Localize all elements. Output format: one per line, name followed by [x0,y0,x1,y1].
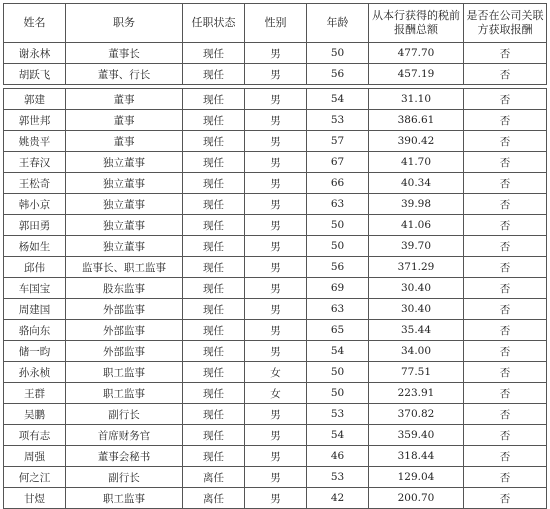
cell-related: 否 [464,110,547,131]
cell-status: 现任 [183,215,245,236]
cell-pay: 386.61 [369,110,464,131]
cell-gender: 男 [245,425,307,446]
cell-age: 56 [307,257,369,278]
cell-position: 监事长、职工监事 [66,257,183,278]
cell-age: 54 [307,89,369,110]
cell-gender: 女 [245,362,307,383]
table-body [4,43,547,509]
cell-position: 首席财务官 [66,425,183,446]
cell-age: 50 [307,383,369,404]
cell-gender: 男 [245,446,307,467]
cell-status: 离任 [183,488,245,509]
cell-status: 现任 [183,320,245,341]
cell-pay: 30.40 [369,278,464,299]
cell-status: 现任 [183,341,245,362]
cell-gender: 男 [245,278,307,299]
cell-position: 职工监事 [66,362,183,383]
cell-pay: 129.04 [369,467,464,488]
cell-pay: 39.70 [369,236,464,257]
table-row [4,467,547,488]
cell-related: 否 [464,467,547,488]
cell-age: 67 [307,152,369,173]
cell-position: 职工监事 [66,383,183,404]
cell-age: 53 [307,404,369,425]
cell-gender: 男 [245,131,307,152]
cell-related: 否 [464,64,547,85]
table-row [4,64,547,85]
cell-position: 独立董事 [66,152,183,173]
cell-position: 职工监事 [66,488,183,509]
cell-position: 外部监事 [66,299,183,320]
cell-gender: 男 [245,110,307,131]
cell-pay: 390.42 [369,131,464,152]
cell-related: 否 [464,194,547,215]
table-row [4,173,547,194]
header-gender: 性别 [245,4,307,43]
cell-related: 否 [464,320,547,341]
cell-pay: 223.91 [369,383,464,404]
cell-position: 股东监事 [66,278,183,299]
cell-name: 王春汉 [4,152,66,173]
cell-gender: 男 [245,89,307,110]
cell-name: 王松奇 [4,173,66,194]
cell-pay: 31.10 [369,89,464,110]
cell-name: 杨如生 [4,236,66,257]
cell-gender: 男 [245,64,307,85]
cell-related: 否 [464,43,547,64]
table-row [4,257,547,278]
cell-name: 骆向东 [4,320,66,341]
cell-position: 董事长 [66,43,183,64]
cell-status: 现任 [183,404,245,425]
cell-gender: 男 [245,152,307,173]
cell-related: 否 [464,446,547,467]
cell-related: 否 [464,278,547,299]
cell-age: 50 [307,43,369,64]
cell-name: 王群 [4,383,66,404]
cell-gender: 男 [245,43,307,64]
cell-status: 现任 [183,131,245,152]
cell-status: 现任 [183,110,245,131]
cell-related: 否 [464,299,547,320]
table-row [4,362,547,383]
cell-position: 独立董事 [66,215,183,236]
cell-pay: 30.40 [369,299,464,320]
compensation-table [3,3,547,509]
cell-related: 否 [464,383,547,404]
cell-related: 否 [464,425,547,446]
cell-position: 独立董事 [66,173,183,194]
cell-name: 胡跃飞 [4,64,66,85]
cell-pay: 40.34 [369,173,464,194]
cell-position: 董事 [66,89,183,110]
cell-gender: 男 [245,467,307,488]
cell-name: 车国宝 [4,278,66,299]
cell-gender: 男 [245,194,307,215]
cell-pay: 318.44 [369,446,464,467]
cell-related: 否 [464,131,547,152]
cell-position: 董事 [66,131,183,152]
cell-name: 韩小京 [4,194,66,215]
cell-pay: 370.82 [369,404,464,425]
header-row [4,4,547,43]
cell-related: 否 [464,173,547,194]
cell-status: 现任 [183,173,245,194]
cell-pay: 34.00 [369,341,464,362]
cell-name: 孙永桢 [4,362,66,383]
cell-name: 郭世邦 [4,110,66,131]
cell-age: 54 [307,341,369,362]
cell-age: 50 [307,362,369,383]
cell-gender: 男 [245,488,307,509]
header-pay: 从本行获得的税前报酬总额 [369,4,464,43]
table-row [4,383,547,404]
table-row [4,152,547,173]
table-row [4,320,547,341]
cell-age: 54 [307,425,369,446]
cell-pay: 39.98 [369,194,464,215]
cell-gender: 男 [245,257,307,278]
cell-pay: 77.51 [369,362,464,383]
table-row [4,404,547,425]
cell-age: 63 [307,299,369,320]
cell-name: 邱伟 [4,257,66,278]
table-row [4,110,547,131]
cell-gender: 男 [245,341,307,362]
cell-status: 离任 [183,467,245,488]
cell-gender: 女 [245,383,307,404]
cell-gender: 男 [245,404,307,425]
cell-name: 吴鹏 [4,404,66,425]
cell-pay: 477.70 [369,43,464,64]
table-row [4,89,547,110]
cell-name: 何之江 [4,467,66,488]
table-row [4,299,547,320]
cell-name: 项有志 [4,425,66,446]
cell-age: 42 [307,488,369,509]
cell-status: 现任 [183,43,245,64]
cell-related: 否 [464,488,547,509]
cell-position: 董事会秘书 [66,446,183,467]
cell-age: 57 [307,131,369,152]
cell-name: 郭建 [4,89,66,110]
table-row [4,278,547,299]
header-age: 年龄 [307,4,369,43]
table-row [4,215,547,236]
cell-related: 否 [464,215,547,236]
cell-status: 现任 [183,194,245,215]
cell-status: 现任 [183,64,245,85]
cell-status: 现任 [183,383,245,404]
table-row [4,194,547,215]
cell-name: 姚贵平 [4,131,66,152]
cell-related: 否 [464,89,547,110]
cell-pay: 41.70 [369,152,464,173]
cell-status: 现任 [183,362,245,383]
table-row [4,446,547,467]
cell-pay: 457.19 [369,64,464,85]
cell-pay: 200.70 [369,488,464,509]
cell-gender: 男 [245,236,307,257]
cell-gender: 男 [245,299,307,320]
cell-age: 56 [307,64,369,85]
cell-position: 独立董事 [66,194,183,215]
header-status: 任职状态 [183,4,245,43]
cell-age: 46 [307,446,369,467]
cell-related: 否 [464,341,547,362]
cell-name: 周建国 [4,299,66,320]
cell-position: 外部监事 [66,320,183,341]
cell-name: 郭田勇 [4,215,66,236]
cell-pay: 35.44 [369,320,464,341]
cell-age: 50 [307,236,369,257]
cell-status: 现任 [183,89,245,110]
cell-related: 否 [464,257,547,278]
cell-age: 53 [307,467,369,488]
cell-position: 董事、行长 [66,64,183,85]
cell-status: 现任 [183,446,245,467]
cell-related: 否 [464,236,547,257]
cell-gender: 男 [245,320,307,341]
cell-position: 副行长 [66,404,183,425]
cell-age: 69 [307,278,369,299]
header-position: 职务 [66,4,183,43]
cell-related: 否 [464,362,547,383]
cell-pay: 359.40 [369,425,464,446]
cell-status: 现任 [183,236,245,257]
table-row [4,236,547,257]
cell-name: 储一昀 [4,341,66,362]
table-row [4,425,547,446]
header-name: 姓名 [4,4,66,43]
cell-age: 65 [307,320,369,341]
cell-age: 53 [307,110,369,131]
cell-gender: 男 [245,215,307,236]
cell-status: 现任 [183,425,245,446]
cell-status: 现任 [183,299,245,320]
cell-name: 谢永林 [4,43,66,64]
header-related: 是否在公司关联方获取报酬 [464,4,547,43]
cell-status: 现任 [183,152,245,173]
table-row [4,341,547,362]
cell-name: 周强 [4,446,66,467]
cell-position: 独立董事 [66,236,183,257]
cell-related: 否 [464,404,547,425]
cell-gender: 男 [245,173,307,194]
cell-position: 外部监事 [66,341,183,362]
cell-position: 董事 [66,110,183,131]
cell-age: 50 [307,215,369,236]
cell-position: 副行长 [66,467,183,488]
cell-status: 现任 [183,257,245,278]
cell-age: 63 [307,194,369,215]
table-row [4,488,547,509]
cell-pay: 41.06 [369,215,464,236]
cell-related: 否 [464,152,547,173]
cell-name: 甘煜 [4,488,66,509]
table-row [4,43,547,64]
cell-status: 现任 [183,278,245,299]
cell-age: 66 [307,173,369,194]
cell-pay: 371.29 [369,257,464,278]
table-row [4,131,547,152]
